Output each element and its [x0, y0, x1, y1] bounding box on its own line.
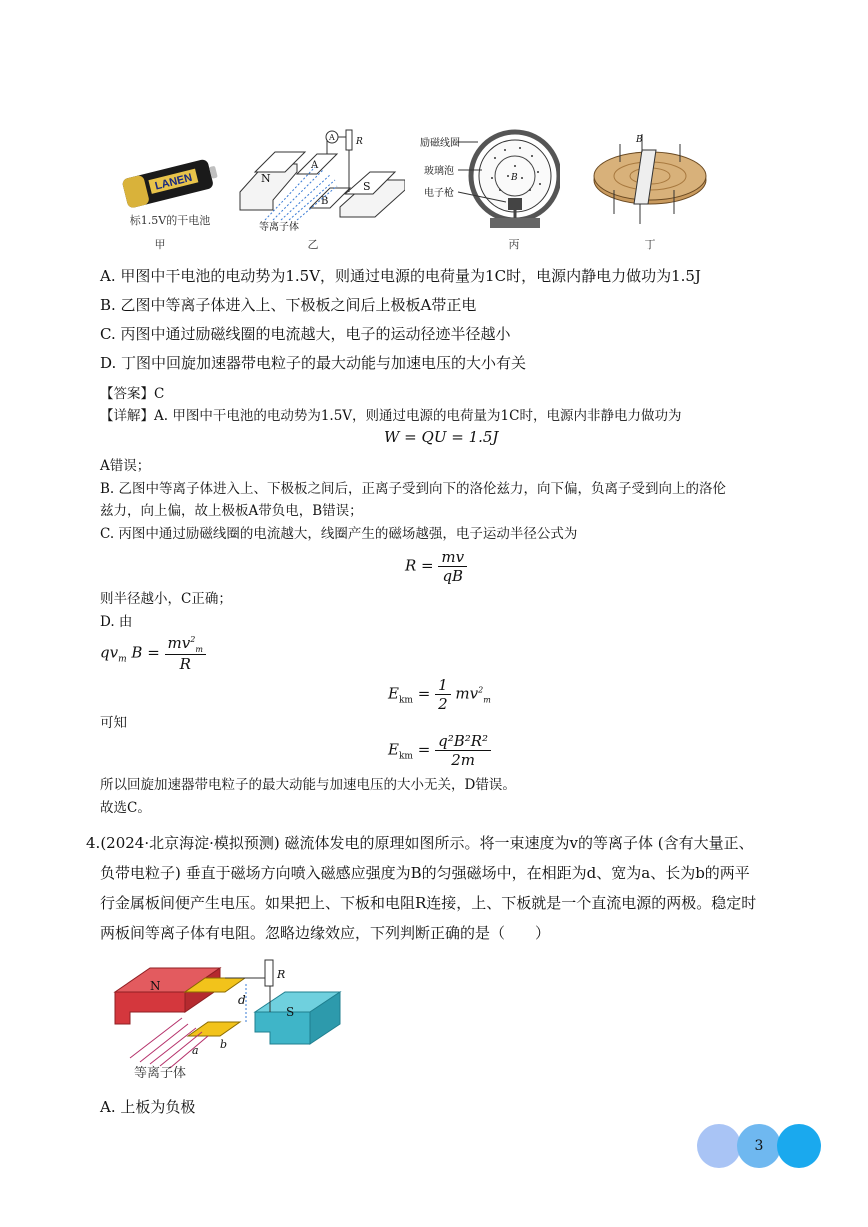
- equation-kinetic: $E_{km}$ = $\frac{1}{2}$ $mv^2_m$: [388, 676, 491, 713]
- yi-b-label: B: [321, 196, 329, 207]
- question-4-option-a: A. 上板为负极: [100, 1098, 196, 1116]
- eq-lorentz-num: mv: [167, 634, 191, 652]
- option-b: B. 乙图中等离子体进入上、下极板之间后上极板A带正电: [100, 296, 477, 314]
- eq-lorentz-fraction: $\frac{mv^2_m}{R}$: [165, 634, 206, 673]
- q4-n-label: N: [150, 979, 161, 993]
- explanation-line-10: 故选C。: [100, 800, 151, 816]
- page-number: 3: [754, 1138, 764, 1154]
- option-d: D. 丁图中回旋加速器带电粒子的最大动能与加速电压的大小有关: [100, 354, 527, 372]
- cyclotron-diagram: [590, 132, 710, 232]
- eq-ekm-lhs: E: [388, 740, 399, 759]
- eq-kinetic-rhs: mv: [455, 684, 479, 703]
- eq-lorentz-sub: m: [118, 654, 127, 665]
- eq-kinetic-eq: =: [417, 684, 431, 703]
- fig-label-ding: 丁: [644, 238, 656, 251]
- question-4-line-3: 行金属板间便产生电压。如果把上、下板和电阻R连接，上、下板就是一个直流电源的两极。稳定时: [100, 894, 757, 912]
- option-a: A. 甲图中干电池的电动势为1.5V，则通过电源的电荷量为1C时，电源内静电力做功为1.5J: [100, 267, 701, 285]
- eq-radius-num: mv: [438, 548, 467, 567]
- plasma-generator-figure: [235, 112, 405, 234]
- equation-work: W = QU = 1.5J: [384, 428, 499, 446]
- bing-bulb-label: 玻璃泡: [424, 166, 454, 177]
- yi-r-label: R: [356, 137, 363, 147]
- explanation-line-1: 【详解】A. 甲图中干电池的电动势为1.5V，则通过电源的电荷量为1C时，电源内非静电力做功为: [100, 408, 682, 424]
- yi-a-label: A: [311, 160, 319, 171]
- eq-kinetic-fraction: [435, 676, 451, 713]
- plasma-generator-diagram: [235, 112, 405, 234]
- page-number-badge: [737, 1124, 781, 1168]
- eq-kinetic-lhs: E: [388, 684, 399, 703]
- eq-lorentz-mid: B =: [131, 643, 160, 662]
- yi-ammeter-label: A: [329, 133, 335, 142]
- equation-lorentz: [100, 634, 206, 673]
- q4-r-label: R: [277, 968, 286, 981]
- equation-ekm: [388, 732, 491, 769]
- cyclotron-figure: [590, 132, 710, 232]
- q4-a-label: a: [192, 1044, 199, 1057]
- answer: 【答案】C: [100, 386, 165, 402]
- explanation-line-3: B. 乙图中等离子体进入上、下极板之间后，正离子受到向下的洛伦兹力，向下偏，负离子受到向上的洛伦: [100, 481, 727, 497]
- question-4-line-4: 两板间等离子体有电阻。忽略边缘效应，下列判断正确的是（ ）: [100, 924, 551, 942]
- electron-tube-figure: [420, 128, 560, 234]
- question-4-text-1: (2024·北京海淀·模拟预测) 磁流体发电的原理如图所示。将一束速度为v的等离子体 (含有大量正、: [100, 834, 754, 852]
- q4-s-label: S: [286, 1005, 295, 1019]
- explanation-line-6: 则半径越小，C正确；: [100, 591, 232, 607]
- eq-lorentz-lhs: qv: [100, 643, 119, 662]
- bing-coil-label: 励磁线圈: [420, 138, 460, 149]
- explanation-line-7: D. 由: [100, 614, 133, 630]
- eq-ekm-den: 2m: [451, 751, 475, 769]
- eq-radius-lhs: R =: [405, 556, 434, 575]
- q4-plasma-label: 等离子体: [133, 1066, 186, 1081]
- eq-kinetic-sub: km: [398, 695, 413, 706]
- eq-ekm-sub: km: [398, 751, 413, 762]
- explanation-line-4: 兹力，向上偏，故上极板A带负电，B错误；: [100, 503, 363, 519]
- eq-lorentz-den: R: [179, 655, 191, 673]
- bing-b-label: B: [511, 173, 518, 183]
- explanation-line-2: A错误；: [100, 458, 151, 474]
- battery-caption: 标1.5V的干电池: [129, 214, 211, 227]
- fig-label-yi: 乙: [307, 238, 319, 251]
- question-4-line-1: [86, 828, 754, 858]
- explanation-line-8: 可知: [100, 715, 127, 731]
- q4-b-label: b: [220, 1038, 228, 1051]
- eq-kinetic-num: 1: [435, 676, 451, 695]
- explanation-line-5: C. 丙图中通过励磁线圈的电流越大，线圈产生的磁场越强，电子运动半径公式为: [100, 526, 578, 542]
- yi-plasma-label: 等离子体: [259, 222, 299, 233]
- bing-gun-label: 电子枪: [424, 188, 454, 199]
- ding-b-label: B: [636, 135, 643, 145]
- explanation-line-9: 所以回旋加速器带电粒子的最大动能与加速电压的大小无关，D错误。: [100, 777, 516, 793]
- eq-radius-den: qB: [442, 567, 464, 585]
- yi-n-label: N: [261, 172, 271, 185]
- q4-d-label: d: [238, 993, 246, 1007]
- fig-label-bing: 丙: [508, 238, 520, 251]
- eq-ekm-eq: =: [417, 740, 431, 759]
- question-4-line-2: 负带电粒子) 垂直于磁场方向喷入磁感应强度为B的匀强磁场中，在相距为d、宽为a、长为b的两平: [100, 864, 750, 882]
- equation-radius: [405, 548, 467, 585]
- eq-radius-fraction: [438, 548, 467, 585]
- option-c: C. 丙图中通过励磁线圈的电流越大，电子的运动径迹半径越小: [100, 325, 511, 343]
- eq-ekm-num: q²B²R²: [435, 732, 491, 751]
- battery-figure: [115, 150, 225, 230]
- battery-brand: LANEN: [153, 171, 194, 193]
- page-decoration-circle-3: [777, 1124, 821, 1168]
- electron-tube-diagram: [420, 128, 560, 234]
- battery-image: [115, 150, 225, 210]
- mhd-generator-figure: [110, 952, 360, 1082]
- question-number: 4.: [86, 834, 101, 852]
- yi-s-label: S: [363, 180, 371, 193]
- fig-label-jia: 甲: [154, 238, 166, 251]
- eq-ekm-fraction: [435, 732, 491, 769]
- eq-kinetic-den: 2: [438, 695, 448, 713]
- page-decoration-circle-1: [697, 1124, 741, 1168]
